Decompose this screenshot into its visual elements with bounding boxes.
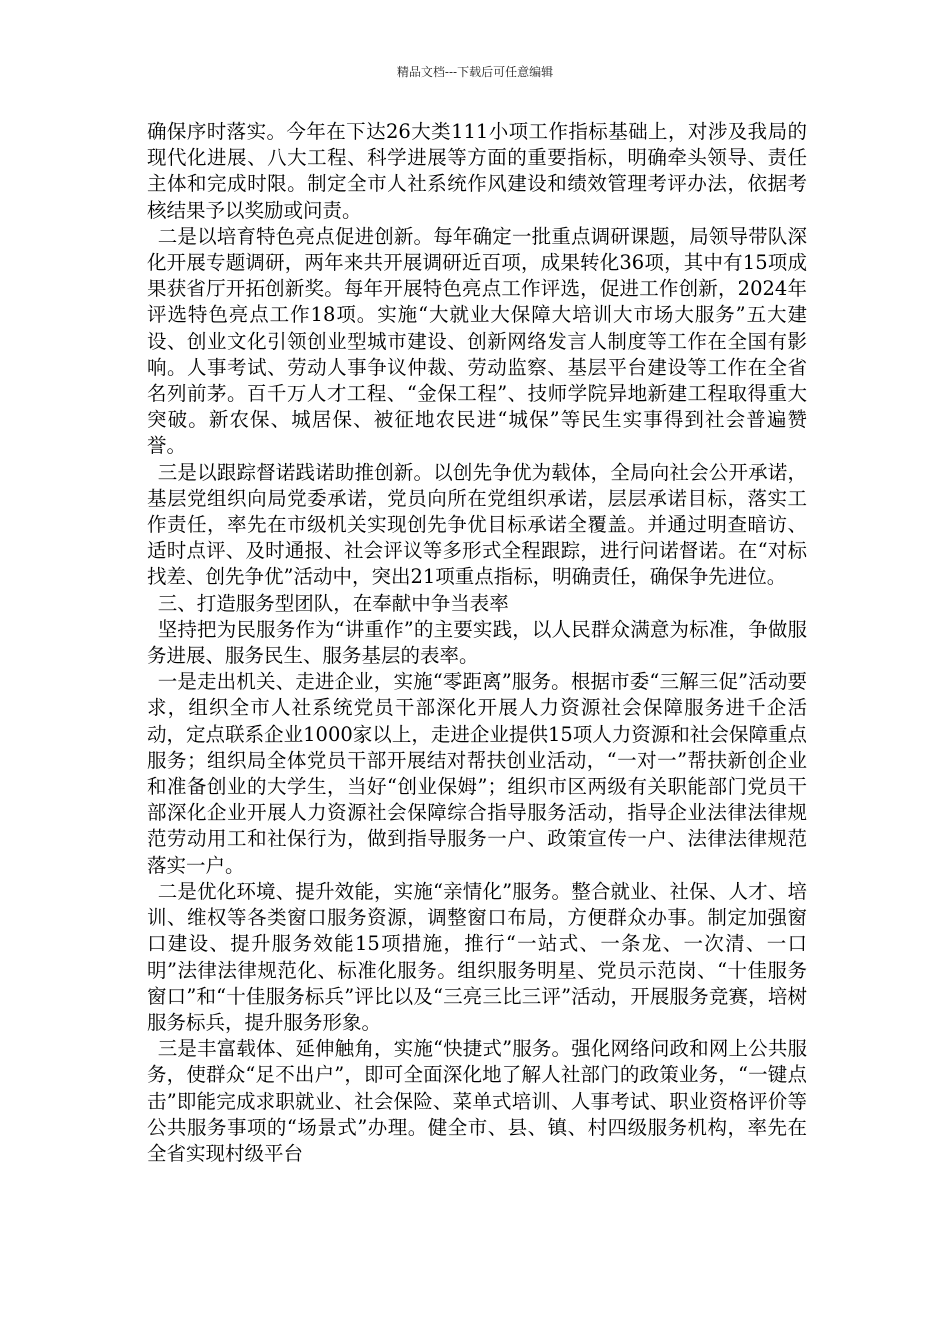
paragraph-7: 三是丰富载体、延伸触角，实施“快捷式”服务。强化网络问政和网上公共服务，使群众“足不出户”，即可全面深化地了解人社部门的政策业务，“一键点击”即能完成求职就业、社会保险、菜单式培训、人事考试、职业资格评价等公共服务事项的“场景式”办理。健全市、县、镇、村四级服务机构，率先在全省实现村级平台 — [147, 1037, 807, 1165]
paragraph-6: 二是优化环境、提升效能，实施“亲情化”服务。整合就业、社保、人才、培训、维权等各类窗口服务资源，调整窗口布局，方便群众办事。制定加强窗口建设、提升服务效能15项措施，推行“一站式、一条龙、一次清、一口明”法律法律规范化、标准化服务。组织服务明星、党员示范岗、“十佳服务窗口”和“十佳服务标兵”评比以及“三亮三比三评”活动，开展服务竞赛，培树服务标兵，提升服务形象。 — [147, 879, 807, 1034]
paragraph-4: 坚持把为民服务作为“讲重作”的主要实践，以人民群众满意为标准，争做服务进展、服务民生、服务基层的表率。 — [147, 617, 807, 668]
paragraph-5: 一是走出机关、走进企业，实施“零距离”服务。根据市委“三解三促”活动要求，组织全市人社系统党员干部深化开展人力资源社会保障服务进千企活动，定点联系企业1000家以上，走进企业提供15项人力资源和社会保障重点服务；组织局全体党员干部开展结对帮扶创业活动，“一对一”帮扶新创企业和准备创业的大学生，当好“创业保姆”；组织市区两级有关职能部门党员干部深化企业开展人力资源社会保障综合指导服务活动，指导企业法律法律规范劳动用工和社保行为，做到指导服务一户、政策宣传一户、法律法律规范落实一户。 — [147, 670, 807, 877]
paragraph-1: 确保序时落实。今年在下达26大类111小项工作指标基础上，对涉及我局的现代化进展、八大工程、科学进展等方面的重要指标，明确牵头领导、责任主体和完成时限。制定全市人社系统作风建设和绩效管理考评办法，依据考核结果予以奖励或问责。 — [147, 120, 807, 222]
section-heading: 三、打造服务型团队，在奉献中争当表率 — [157, 591, 509, 615]
page-header: 精品文档---下载后可任意编辑 — [396, 65, 554, 79]
paragraph-3: 三是以跟踪督诺践诺助推创新。以创先争优为载体，全局向社会公开承诺，基层党组织向局党委承诺，党员向所在党组织承诺，层层承诺目标，落实工作责任，率先在市级机关实现创先争优目标承诺全覆盖。并通过明查暗访、适时点评、及时通报、社会评议等多形式全程跟踪，进行问诺督诺。在“对标找差、创先争优”活动中，突出21项重点指标，明确责任，确保争先进位。 — [147, 460, 807, 589]
document-body — [147, 119, 807, 1167]
paragraph-2: 二是以培育特色亮点促进创新。每年确定一批重点调研课题，局领导带队深化开展专题调研，两年来共开展调研近百项，成果转化36项，其中有15项成果获省厅开拓创新奖。每年开展特色亮点工作评选，促进工作创新，2024年评选特色亮点工作18项。实施“大就业大保障大培训大市场大服务”五大建设、创业文化引领创业型城市建设、创新网络发言人制度等工作在全国有影响。人事考试、劳动人事争议仲裁、劳动监察、基层平台建设等工作在全省名列前茅。百千万人才工程、“金保工程”、技师学院异地新建工程取得重大突破。新农保、城居保、被征地农民进“城保”等民生实事得到社会普遍赞誉。 — [147, 224, 807, 458]
